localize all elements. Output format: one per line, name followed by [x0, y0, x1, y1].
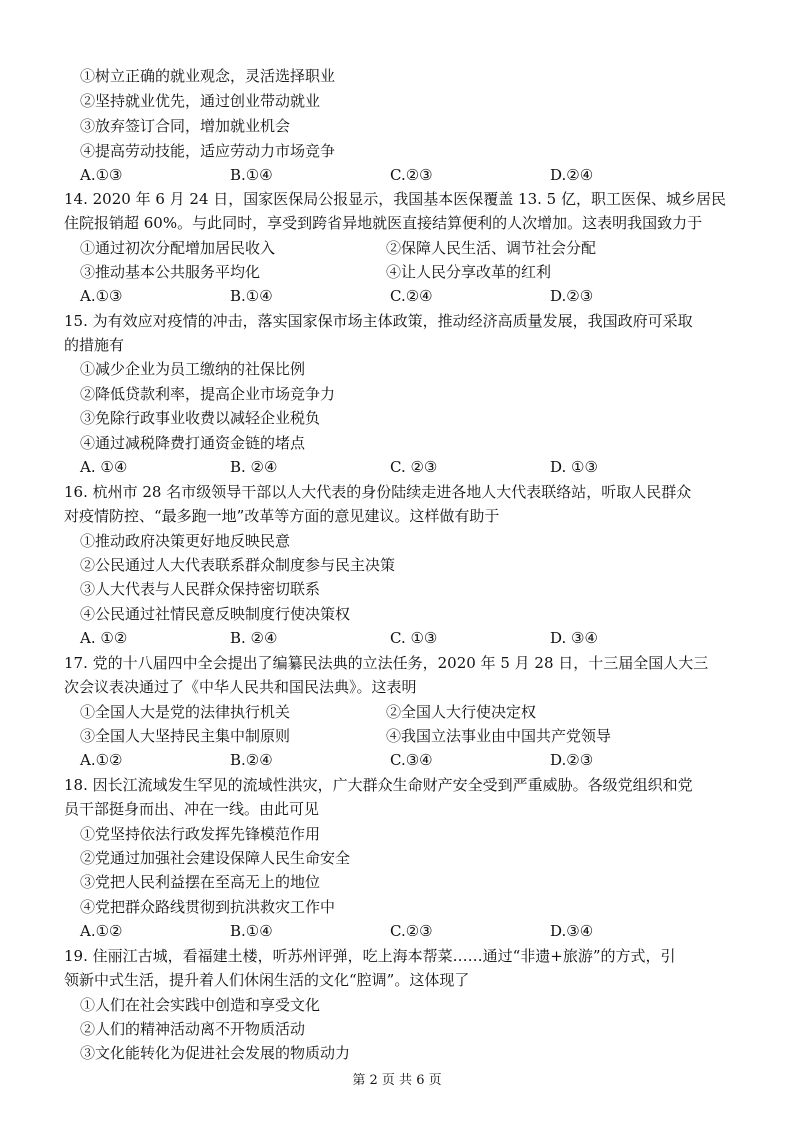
- q14-statement-2: ②保障人民生活、调节社会分配: [386, 239, 597, 257]
- option-d: D.②④: [550, 166, 594, 184]
- q19-stem-line-1: 19. 住丽江古城，看福建土楼，听苏州评弹，吃上海本帮菜……通过“非遗+旅游”的方式，引: [64, 947, 676, 965]
- q15-statement-4: ④通过减税降费打通资金链的堵点: [80, 434, 306, 452]
- q14-statement-1: ①通过初次分配增加居民收入: [80, 239, 276, 257]
- q15-stem-line-2: 的措施有: [64, 336, 125, 354]
- option-c: C.③④: [390, 751, 433, 769]
- q15-options: [80, 455, 720, 479]
- q17-statement-2: ②全国人大行使决定权: [386, 703, 537, 721]
- q16-statement-2: ②公民通过人大代表联系群众制度参与民主决策: [80, 556, 396, 574]
- q13-statement-1: ①树立正确的就业观念，灵活选择职业: [80, 67, 336, 85]
- q18-statement-4: ④党把群众路线贯彻到抗洪救灾工作中: [80, 898, 336, 916]
- q16-statement-4: ④公民通过社情民意反映制度行使决策权: [80, 605, 351, 623]
- option-c: C.②③: [390, 166, 433, 184]
- q17-statement-3: ③全国人大坚持民主集中制原则: [80, 727, 291, 745]
- option-a: A.①③: [80, 166, 123, 184]
- q14-statement-3: ③推动基本公共服务平均化: [80, 263, 261, 281]
- q13-statement-4: ④提高劳动技能，适应劳动力市场竞争: [80, 142, 336, 160]
- q17-stem-line-2: 次会议表决通过了《中华人民共和国民法典》。这表明: [64, 678, 417, 696]
- q14-stem-line-2: 住院报销超 60%。与此同时，享受到跨省异地就医直接结算便利的人次增加。这表明我国致力于: [64, 214, 703, 232]
- option-a: A. ①②: [80, 629, 128, 647]
- q17-statement-row-1: [80, 700, 720, 724]
- q17-statement-1: ①全国人大是党的法律执行机关: [80, 703, 291, 721]
- option-d: D.③④: [550, 922, 594, 940]
- q13-statement-3: ③放弃签订合同，增加就业机会: [80, 117, 291, 135]
- q18-statement-1: ①党坚持依法行政发挥先锋模范作用: [80, 825, 321, 843]
- q16-options: [80, 626, 720, 650]
- q15-statement-1: ①减少企业为员工缴纳的社保比例: [80, 360, 306, 378]
- q14-options: [80, 284, 720, 308]
- option-a: A.①②: [80, 922, 123, 940]
- q19-stem-line-2: 领新中式生活，提升着人们休闲生活的文化“腔调”。这体现了: [64, 971, 470, 989]
- q14-statement-4: ④让人民分享改革的红利: [386, 263, 552, 281]
- option-b: B.①④: [230, 166, 273, 184]
- q13-statement-2: ②坚持就业优先，通过创业带动就业: [80, 92, 321, 110]
- option-a: A.①③: [80, 287, 123, 305]
- option-c: C. ②③: [390, 458, 438, 476]
- option-b: B. ②④: [230, 629, 278, 647]
- option-c: C.②④: [390, 287, 433, 305]
- q17-statement-row-2: [80, 724, 720, 748]
- page-number-footer: 第 2 页 共 6 页: [352, 1073, 442, 1088]
- option-b: B. ②④: [230, 458, 278, 476]
- q19-statement-1: ①人们在社会实践中创造和享受文化: [80, 996, 321, 1014]
- option-b: B.①④: [230, 287, 273, 305]
- q17-statement-4: ④我国立法事业由中国共产党领导: [386, 727, 612, 745]
- option-c: C. ①③: [390, 629, 438, 647]
- q15-stem-line-1: 15. 为有效应对疫情的冲击，落实国家保市场主体政策，推动经济高质量发展，我国政府可采取: [64, 312, 693, 330]
- q14-statement-row-2: [80, 260, 720, 284]
- q18-stem-line-2: 员干部挺身而出、冲在一线。由此可见: [64, 800, 320, 818]
- q16-stem-line-2: 对疫情防控、“最多跑一地”改革等方面的意见建议。这样做有助于: [64, 507, 500, 525]
- q18-options: [80, 919, 720, 943]
- option-a: A. ①④: [80, 458, 128, 476]
- option-b: B.①④: [230, 922, 273, 940]
- q13-options: [80, 163, 720, 187]
- option-c: C.②③: [390, 922, 433, 940]
- q15-statement-3: ③免除行政事业收费以减轻企业税负: [80, 409, 321, 427]
- q15-statement-2: ②降低贷款利率，提高企业市场竞争力: [80, 385, 336, 403]
- option-d: D.②③: [550, 287, 594, 305]
- option-d: D.②③: [550, 751, 594, 769]
- q18-stem-line-1: 18. 因长江流域发生罕见的流域性洪灾，广大群众生命财产安全受到严重威胁。各级党组织和党: [64, 776, 693, 794]
- q18-statement-2: ②党通过加强社会建设保障人民生命安全: [80, 849, 351, 867]
- q19-statement-2: ②人们的精神活动离不开物质活动: [80, 1020, 306, 1038]
- option-b: B.②④: [230, 751, 273, 769]
- q17-options: [80, 748, 720, 772]
- q14-statement-row-1: [80, 236, 720, 260]
- q16-statement-1: ①推动政府决策更好地反映民意: [80, 532, 291, 550]
- q19-statement-3: ③文化能转化为促进社会发展的物质动力: [80, 1044, 351, 1062]
- option-d: D. ③④: [550, 629, 598, 647]
- q14-stem-line-1: 14. 2020 年 6 月 24 日，国家医保局公报显示，我国基本医保覆盖 13. 5 亿，职工医保、城乡居民: [64, 190, 726, 208]
- q16-stem-line-1: 16. 杭州市 28 名市级领导干部以人大代表的身份陆续走进各地人大代表联络站，听取人民群众: [64, 483, 692, 501]
- option-d: D. ①③: [550, 458, 598, 476]
- option-a: A.①②: [80, 751, 123, 769]
- q16-statement-3: ③人大代表与人民群众保持密切联系: [80, 580, 321, 598]
- q18-statement-3: ③党把人民利益摆在至高无上的地位: [80, 873, 321, 891]
- q17-stem-line-1: 17. 党的十八届四中全会提出了编纂民法典的立法任务，2020 年 5 月 28 日，十三届全国人大三: [64, 654, 709, 672]
